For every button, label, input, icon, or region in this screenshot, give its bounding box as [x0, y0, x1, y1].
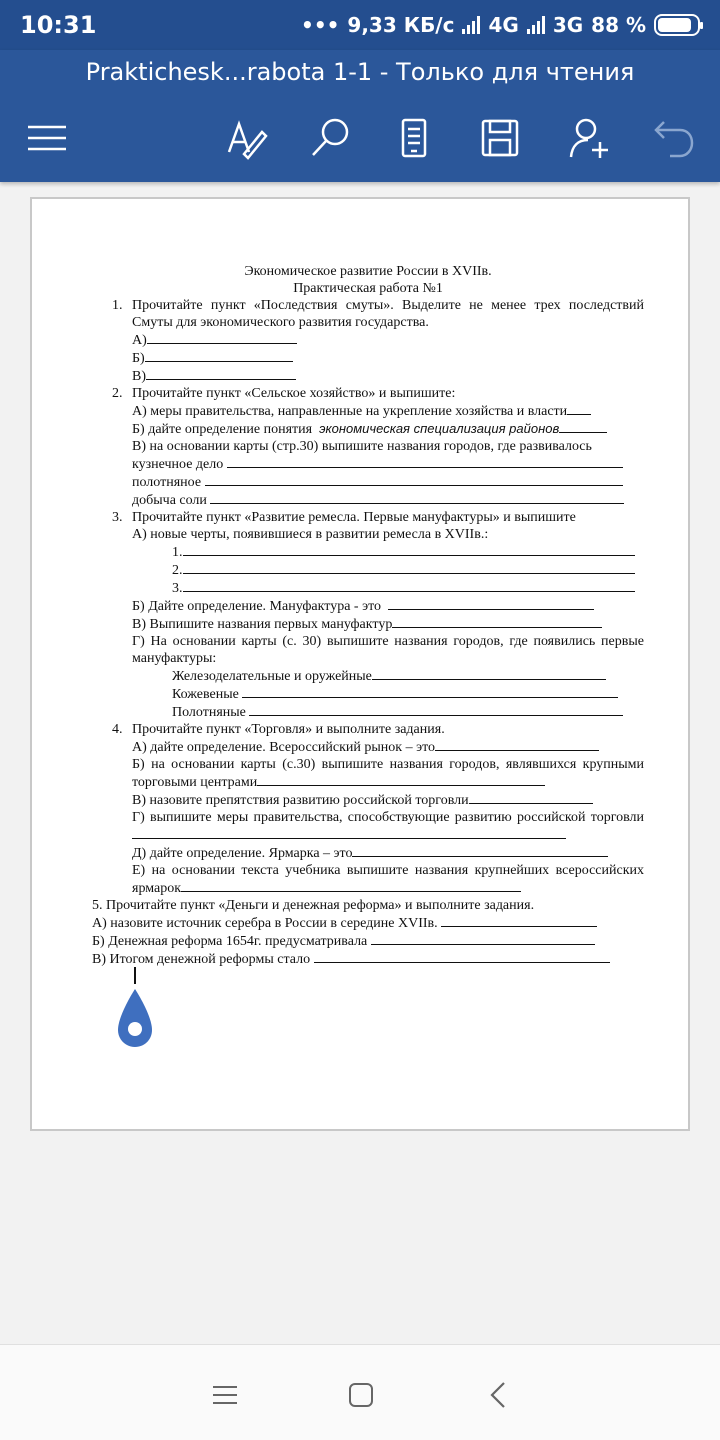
answer-blank	[371, 932, 595, 945]
question-number: 2.	[112, 386, 123, 401]
answer-line	[92, 615, 644, 633]
answer-label: А) новые черты, появившиеся в развитии ремесла в XVIIв.:	[132, 527, 489, 542]
answer-line	[92, 791, 644, 809]
answer-blank	[227, 455, 623, 468]
answer-line	[92, 367, 644, 385]
recents-button[interactable]	[205, 1375, 245, 1415]
edit-pen-icon	[224, 116, 268, 160]
answer-line	[92, 809, 644, 844]
answer-label: 2.	[172, 563, 183, 578]
answer-blank	[205, 473, 623, 486]
signal-strength-icon	[462, 16, 480, 34]
answer-blank	[181, 879, 521, 892]
toolbar	[0, 110, 720, 166]
answer-line	[92, 526, 644, 543]
network-type-2: 3G	[552, 13, 584, 37]
answer-blank	[352, 844, 608, 857]
answer-label: Кожевеные	[172, 687, 239, 702]
edit-button[interactable]	[218, 110, 274, 166]
question-3	[92, 509, 644, 526]
answer-label: Б) Дайте определение. Мануфактура - это	[132, 599, 382, 614]
question-text: Прочитайте пункт «Последствия смуты». Выделите не менее трех последствий Смуты для экономического развития государства.	[132, 298, 644, 330]
answer-label: 3.	[172, 581, 183, 596]
save-icon	[478, 116, 522, 160]
signal-strength-icon-2	[527, 16, 545, 34]
answer-line	[92, 756, 644, 791]
answer-blank	[183, 543, 635, 556]
back-button[interactable]	[478, 1375, 518, 1415]
answer-label: Г) На основании карты (с. 30) выпишите названия городов, где появились первые мануфактуры:	[132, 634, 644, 666]
answer-blank	[314, 950, 610, 963]
answer-line	[92, 420, 644, 438]
answer-label: Г) выпишите меры правительства, способствующие развитию российской торговли	[132, 810, 644, 825]
answer-label: Е) на основании текста учебника выпишите названия крупнейших всероссийских ярмарок	[132, 863, 644, 896]
answer-label: Б)	[132, 351, 145, 366]
answer-label: А)	[132, 333, 147, 348]
document-title: Praktichesk...rabota 1-1 - Только для чтения	[85, 58, 635, 86]
undo-icon	[652, 116, 696, 160]
question-text: Прочитайте пункт «Сельское хозяйство» и выпишите:	[132, 386, 456, 401]
answer-blank	[249, 703, 623, 716]
answer-line	[92, 455, 644, 473]
mobile-view-button[interactable]	[386, 110, 442, 166]
answer-line	[92, 950, 644, 968]
app-header	[0, 50, 720, 182]
question-number: 1.	[112, 298, 123, 313]
home-button[interactable]	[341, 1375, 381, 1415]
answer-line	[92, 402, 644, 420]
menu-icon	[24, 116, 68, 160]
answer-line	[92, 703, 644, 721]
answer-blank	[183, 579, 635, 592]
cursor-handle-icon[interactable]	[116, 987, 154, 1049]
answer-label: А) назовите источник серебра в России в середине XVIIв.	[92, 916, 438, 931]
answer-label: Б) Денежная реформа 1654г. предусматривала	[92, 934, 368, 949]
network-type-1: 4G	[488, 13, 519, 37]
answer-blank	[146, 367, 296, 380]
answer-label: Д) дайте определение. Ярмарка – это	[132, 846, 353, 861]
share-user-icon	[568, 116, 612, 160]
question-5	[92, 897, 644, 914]
answer-line	[92, 438, 644, 455]
answer-line	[92, 685, 644, 703]
answer-blank	[372, 667, 606, 680]
answer-label: Б) на основании карты (с.30) выпишите названия городов, являвшихся крупными торговыми центрами	[132, 757, 644, 790]
question-text: 5. Прочитайте пункт «Деньги и денежная реформа» и выполните задания.	[92, 898, 535, 913]
status-bar	[0, 0, 720, 50]
answer-label: В) Итогом денежной реформы стало	[92, 952, 311, 967]
answer-line	[92, 738, 644, 756]
text-cursor	[134, 967, 136, 984]
question-text: Прочитайте пункт «Торговля» и выполните задания.	[132, 722, 445, 737]
answer-line	[92, 633, 644, 667]
system-nav-bar	[0, 1344, 720, 1440]
answer-label: добыча соли	[132, 493, 207, 508]
answer-line	[92, 914, 644, 932]
answer-blank	[567, 402, 591, 415]
share-button[interactable]	[562, 110, 618, 166]
answer-blank	[559, 420, 607, 433]
term-italic: экономическая специализация районов	[319, 421, 560, 436]
answer-label: В) назовите препятствия развитию российской торговли	[132, 793, 469, 808]
answer-line	[92, 844, 644, 862]
answer-line	[92, 473, 644, 491]
question-number: 4.	[112, 722, 123, 737]
notification-dots: •••	[301, 13, 340, 37]
answer-blank	[145, 349, 293, 362]
answer-label: Б) дайте определение понятия	[132, 422, 313, 437]
answer-label: В) Выпишите названия первых мануфактур	[132, 617, 393, 632]
document-page[interactable]	[30, 197, 690, 1131]
answer-blank	[469, 791, 593, 804]
answer-line	[92, 579, 644, 597]
undo-button[interactable]	[646, 110, 702, 166]
battery-icon	[654, 14, 700, 36]
search-button[interactable]	[302, 110, 358, 166]
answer-label: Железоделательные и оружейные	[172, 669, 372, 684]
answer-line	[92, 597, 644, 615]
answer-line	[92, 349, 644, 367]
answer-line	[92, 561, 644, 579]
question-text: Прочитайте пункт «Развитие ремесла. Первые мануфактуры» и выпишите	[132, 510, 576, 525]
home-square-icon	[348, 1382, 374, 1408]
question-4	[92, 721, 644, 738]
answer-blank	[210, 491, 624, 504]
answer-line	[92, 932, 644, 950]
doc-heading: Экономическое развитие России в XVIIв.	[244, 264, 492, 279]
answer-label: полотняное	[132, 475, 202, 490]
answer-label: В) на основании карты (стр.30) выпишите названия городов, где развивалось	[132, 439, 592, 454]
battery-percent: 88 %	[591, 13, 646, 37]
doc-subheading: Практическая работа №1	[293, 281, 443, 296]
answer-blank	[132, 826, 566, 839]
network-speed: 9,33 КБ/с	[347, 13, 455, 37]
answer-blank	[257, 773, 545, 786]
answer-line	[92, 543, 644, 561]
question-number: 3.	[112, 510, 123, 525]
answer-blank	[242, 685, 618, 698]
answer-label: А) меры правительства, направленные на укрепление хозяйства и власти	[132, 404, 568, 419]
answer-label: А) дайте определение. Всероссийский рынок – это	[132, 740, 436, 755]
answer-line	[92, 331, 644, 349]
answer-line	[92, 667, 644, 685]
answer-line	[92, 491, 644, 509]
answer-label: Полотняные	[172, 705, 246, 720]
back-chevron-icon	[488, 1381, 508, 1409]
search-icon	[308, 116, 352, 160]
mobile-view-icon	[392, 116, 436, 160]
save-button[interactable]	[472, 110, 528, 166]
answer-label: В)	[132, 369, 146, 384]
answer-blank	[388, 597, 594, 610]
menu-button[interactable]	[18, 110, 74, 166]
answer-blank	[392, 615, 602, 628]
document-body	[92, 263, 644, 968]
battery-fill	[658, 18, 691, 32]
status-indicators	[301, 13, 700, 37]
answer-blank	[441, 914, 597, 927]
question-2	[92, 385, 644, 402]
answer-blank	[435, 738, 599, 751]
menu-icon	[212, 1384, 238, 1406]
answer-label: 1.	[172, 545, 183, 560]
status-time: 10:31	[20, 11, 97, 39]
question-1	[92, 297, 644, 331]
answer-blank	[183, 561, 635, 574]
answer-line	[92, 862, 644, 897]
answer-blank	[147, 331, 297, 344]
answer-label: кузнечное дело	[132, 457, 224, 472]
